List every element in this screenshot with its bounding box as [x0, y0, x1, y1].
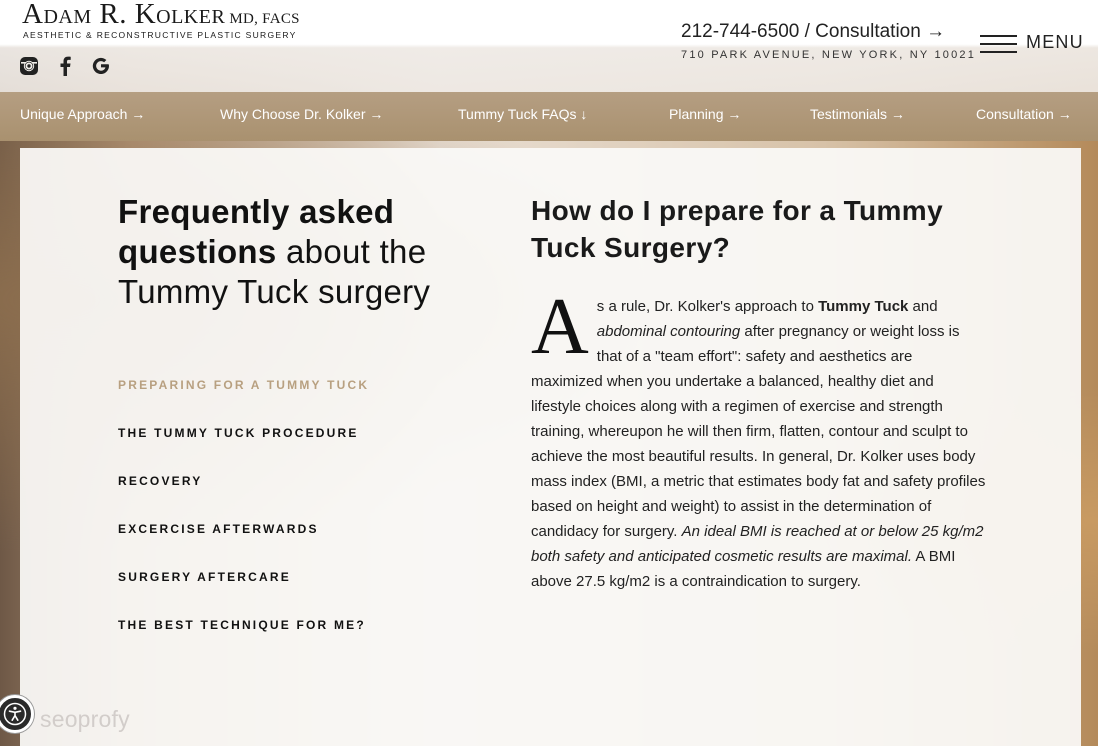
- answer-italic-2: An ideal BMI is reached at or below 25 kg/m2 both safety and anticipated cosmetic results are maximal.: [531, 523, 984, 565]
- phone-number[interactable]: 212-744-6500: [681, 21, 800, 42]
- answer-italic-1: abdominal contouring: [596, 323, 741, 340]
- facebook-icon[interactable]: [54, 55, 76, 77]
- faq-link-aftercare[interactable]: SURGERY AFTERCARE: [118, 570, 291, 584]
- nav-testimonials[interactable]: Testimonials →: [810, 106, 905, 122]
- menu-label: MENU: [1026, 31, 1084, 52]
- logo[interactable]: [22, 0, 300, 31]
- consultation-link[interactable]: Consultation →: [815, 21, 946, 42]
- address: 710 PARK AVENUE, NEW YORK, NY 10021: [681, 49, 977, 61]
- faq-link-procedure[interactable]: THE TUMMY TUCK PROCEDURE: [118, 426, 359, 440]
- nav-planning[interactable]: Planning →: [669, 106, 742, 122]
- google-icon[interactable]: [90, 55, 112, 77]
- faq-heading-bold: Frequently asked questions: [118, 193, 395, 270]
- phone-separator: /: [799, 21, 816, 42]
- logo-tagline: AESTHETIC & RECONSTRUCTIVE PLASTIC SURGERY: [23, 30, 297, 40]
- answer-bold: Tummy Tuck: [818, 298, 909, 315]
- site-header: [0, 0, 1098, 92]
- nav-why-choose[interactable]: Why Choose Dr. Kolker →: [220, 106, 384, 122]
- nav-consultation[interactable]: Consultation →: [976, 106, 1072, 122]
- faq-link-best-technique[interactable]: THE BEST TECHNIQUE FOR ME?: [118, 618, 366, 632]
- answer-p4: A BMI above 27.5 kg/m2 is a contraindication to surgery.: [531, 548, 956, 590]
- hamburger-icon: [980, 31, 1017, 53]
- answer-p2: and: [908, 298, 938, 315]
- watermark: seoprofy: [40, 706, 130, 732]
- answer-text: [531, 283, 987, 594]
- nav-tummy-tuck-faqs[interactable]: Tummy Tuck FAQs ↓: [458, 106, 588, 122]
- nav-unique-approach[interactable]: Unique Approach →: [20, 106, 146, 122]
- question-title: How do I prepare for a Tummy Tuck Surgery?: [531, 195, 944, 263]
- instagram-icon[interactable]: [18, 55, 40, 77]
- faq-link-recovery[interactable]: RECOVERY: [118, 474, 203, 488]
- contact-line[interactable]: [681, 21, 945, 43]
- answer-p3: after pregnancy or weight loss is that of a "team effort": safety and aesthetics are maximized when you undertake a balanced, healthy diet and lifestyle choices along with a regimen of exercise and strength training, whereupon he will then firm, flatten, contour and sculpt to achieve the most beautiful results. In general, Dr. Kolker uses body mass index (BMI, a metric that estimates body fat and safety profiles based on height and weight) to assist in the determination of candidacy for surgery.: [531, 323, 986, 540]
- answer-p1: s a rule, Dr. Kolker's approach to: [596, 298, 819, 315]
- faq-link-preparing[interactable]: PREPARING FOR A TUMMY TUCK: [118, 378, 370, 392]
- faq-heading-rest: about the Tummy Tuck surgery: [118, 233, 431, 310]
- logo-name: Adam R. Kolker: [22, 0, 226, 30]
- logo-suffix: MD, FACS: [229, 11, 300, 27]
- faq-heading: [118, 192, 448, 312]
- menu-button[interactable]: [980, 28, 1084, 56]
- dropcap: A: [531, 283, 589, 371]
- faq-link-exercise[interactable]: EXCERCISE AFTERWARDS: [118, 522, 319, 536]
- section-nav: [0, 92, 1098, 141]
